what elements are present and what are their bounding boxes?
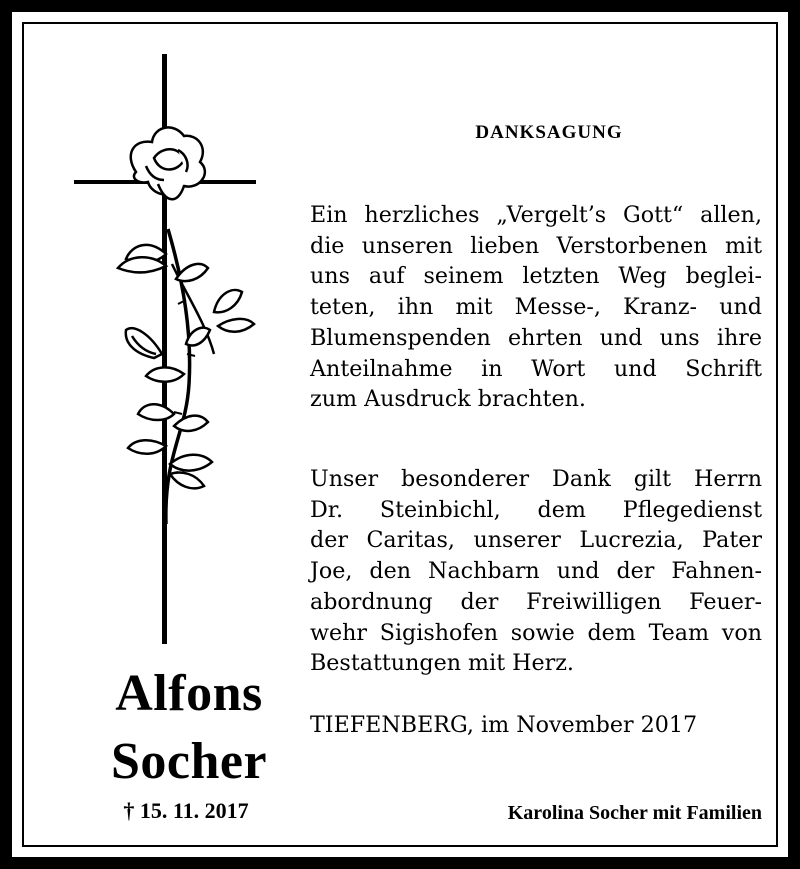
paragraph-line: abordnung der Freiwilligen Feuer- (310, 588, 762, 615)
place-and-date: TIEFENBERG, im November 2017 (310, 712, 698, 738)
paragraph-line: zum Ausdruck brachten. (310, 386, 586, 413)
paragraph-line: Dr. Steinbichl, dem Pflegedienst (310, 496, 762, 523)
signature: Karolina Socher mit Familien (507, 802, 762, 824)
deceased-last-name: Socher (110, 733, 268, 790)
paragraph-line: Anteilnahme in Wort und Schrift (310, 355, 762, 382)
deceased-first-name: Alfons (115, 665, 263, 722)
paragraph-line: der Caritas, unserer Lucrezia, Pater (310, 527, 762, 554)
paragraph-line: Ein herzliches „Vergelt’s Gott“ allen, (310, 202, 762, 228)
thanks-paragraph-2 (310, 464, 762, 679)
paragraph-line: Unser besonderer Dank gilt Herrn (310, 466, 762, 492)
paragraph-line: Blumenspenden ehrten und uns ihre (310, 324, 762, 351)
notice-inner-border (22, 22, 778, 847)
notice-heading: DANKSAGUNG (475, 122, 623, 143)
paragraph-line: Bestattungen mit Herz. (310, 650, 574, 677)
paragraph-line: Joe, den Nachbarn und der Fahnen- (310, 558, 762, 585)
cross-with-rose-icon (74, 54, 274, 654)
paragraph-line: teten, ihn mit Messe-, Kranz- und (310, 294, 762, 321)
thanks-paragraph-1 (310, 200, 762, 415)
paragraph-line: wehr Sigishofen sowie dem Team von (310, 619, 762, 646)
death-date: † 15. 11. 2017 (123, 798, 249, 823)
paragraph-line: uns auf seinem letzten Weg beglei- (310, 263, 762, 290)
paragraph-line: die unseren lieben Verstorbenen mit (310, 232, 762, 259)
